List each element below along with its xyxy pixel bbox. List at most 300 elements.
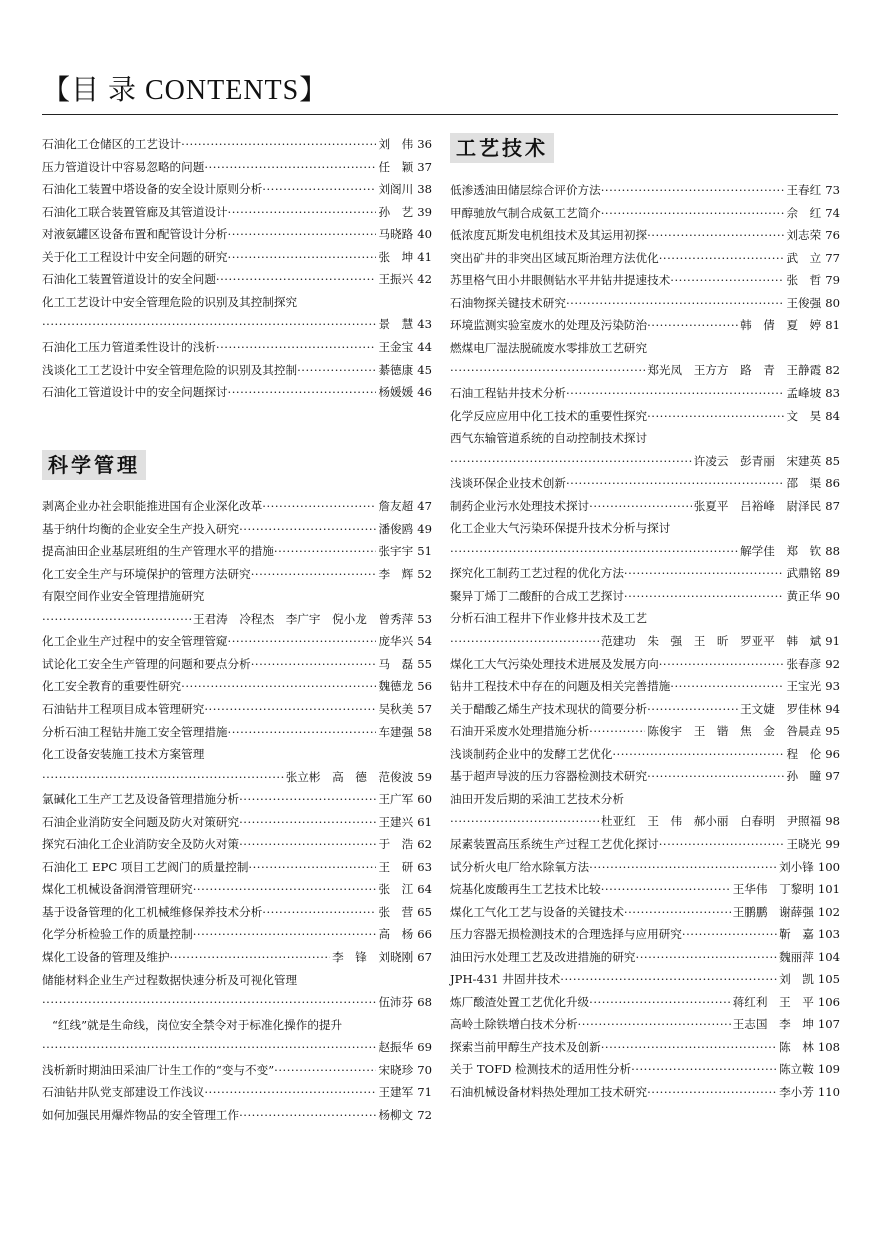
dot-leader (228, 382, 377, 402)
entry-title: 试论化工安全生产管理的问题和要点分析 (42, 656, 251, 671)
toc-entry-title-line[interactable] (450, 789, 840, 809)
entry-author: 刘小锋 (779, 859, 814, 874)
dot-leader (239, 789, 376, 809)
dot-leader (636, 947, 778, 967)
entry-author: 魏德龙 (378, 679, 414, 694)
entry-page: 110 (817, 1085, 840, 1099)
entry-author: 王 研 (378, 859, 414, 874)
toc-entry[interactable] (42, 247, 432, 267)
toc-entry[interactable] (42, 992, 432, 1012)
entry-page: 47 (417, 499, 432, 513)
entry-page: 84 (825, 408, 840, 423)
entry-author: 韩 倩 夏 婷 (740, 318, 822, 333)
dot-leader (670, 270, 784, 290)
entry-author: 王晓光 (786, 836, 822, 851)
dot-leader (450, 541, 738, 561)
dot-leader (624, 902, 731, 922)
entry-title: 环境监测实验室废水的处理及污染防治 (450, 318, 648, 333)
entry-page: 105 (817, 972, 840, 987)
toc-entry[interactable] (42, 202, 432, 222)
entry-page: 46 (417, 385, 432, 400)
entry-title: 燃煤电厂湿法脱硫废水零排放工艺研究 (450, 340, 648, 355)
entry-title: 聚异丁烯丁二酸酐的合成工艺探讨 (450, 588, 624, 603)
entry-author: 王振兴 (378, 272, 414, 287)
entry-author: 于 浩 (378, 837, 414, 852)
entry-title: 石油化工装置中塔设备的安全设计原则分析 (42, 182, 263, 197)
toc-entry[interactable] (42, 541, 432, 561)
toc-header: 【目 录 CONTENTS】 (42, 75, 329, 106)
dot-leader (297, 360, 376, 380)
dot-leader (601, 203, 785, 223)
entry-page: 65 (417, 904, 432, 919)
entry-page: 73 (825, 183, 840, 197)
dot-leader (647, 315, 738, 335)
entry-title: 氯碱化工生产工艺及设备管理措施分析 (42, 792, 240, 807)
toc-entry[interactable] (450, 406, 840, 426)
entry-author: 伍沛芬 (378, 995, 414, 1010)
dot-leader (450, 360, 645, 380)
entry-author: 赵振华 (378, 1040, 414, 1055)
entry-author: 王俊强 (786, 295, 822, 310)
entry-author: 王宝光 (786, 679, 822, 694)
entry-page: 62 (417, 837, 432, 852)
entry-title: 储能材料企业生产过程数据快速分析及可视化管理 (42, 972, 298, 987)
toc-entry[interactable] (42, 1060, 432, 1080)
toc-entry[interactable] (42, 519, 432, 539)
header-rule (42, 114, 838, 115)
entry-title: 分析石油工程钻井施工安全管理措施 (42, 724, 228, 739)
entry-title: 压力管道设计中容易忽略的问题 (42, 159, 205, 174)
toc-entry-title-line[interactable] (42, 744, 432, 764)
toc-entry[interactable] (450, 451, 840, 471)
toc-entry[interactable] (42, 179, 432, 199)
entry-author: 李 锋 刘晓刚 (332, 950, 414, 964)
dot-leader (566, 383, 784, 403)
entry-title: 低浓度瓦斯发电机组技术及其运用初探 (450, 228, 648, 243)
entry-page: 100 (817, 859, 840, 874)
entry-page: 54 (417, 634, 432, 649)
entry-page: 103 (817, 927, 840, 942)
entry-author: 孙 瞳 (786, 769, 822, 784)
toc-entry[interactable] (450, 744, 840, 764)
dot-leader (228, 224, 377, 244)
entry-title: 探究化工制药工艺过程的优化方法 (450, 566, 624, 581)
toc-entry[interactable] (450, 225, 840, 245)
dot-leader (216, 337, 377, 357)
entry-title: 炼厂酸渣处置工艺优化升级 (450, 994, 590, 1009)
dot-leader (450, 631, 599, 651)
toc-entry[interactable] (450, 1037, 840, 1057)
entry-title: 如何加强民用爆炸物品的安全管理工作 (42, 1107, 240, 1122)
toc-entry[interactable] (450, 1082, 840, 1102)
dot-leader (589, 496, 692, 516)
entry-page: 60 (417, 792, 432, 807)
entry-page: 81 (825, 318, 840, 333)
entry-title: 化学反应应用中化工技术的重要性探究 (450, 408, 648, 423)
dot-leader (228, 202, 377, 222)
toc-entry[interactable] (42, 722, 432, 742)
entry-author: 陈立鞍 (779, 1062, 814, 1077)
entry-title: 剥离企业办社会职能推进国有企业深化改革 (42, 499, 263, 513)
toc-entry[interactable] (450, 541, 840, 561)
toc-entry[interactable] (450, 203, 840, 223)
toc-entry[interactable] (42, 789, 432, 809)
toc-entry[interactable] (42, 699, 432, 719)
entry-author: 程 伦 (786, 746, 822, 761)
entry-author: 綦德康 (378, 362, 414, 377)
entry-page: 92 (825, 656, 840, 671)
entry-author: 张 坤 (378, 249, 414, 264)
entry-title: 钻井工程技术中存在的问题及相关完善措施 (450, 679, 671, 694)
entry-title: 制药企业污水处理技术探讨 (450, 498, 590, 513)
entry-author: 郑光凤 王方方 路 青 王静霞 (647, 363, 822, 378)
toc-entry[interactable] (42, 314, 432, 334)
dot-leader (248, 857, 376, 877)
entry-title: 石油化工管道设计中的安全问题探讨 (42, 385, 228, 400)
entry-page: 38 (417, 182, 432, 197)
entry-page: 69 (417, 1040, 432, 1055)
entry-title: 石油工程钻井技术分析 (450, 385, 566, 400)
toc-entry[interactable] (42, 134, 432, 154)
toc-entry[interactable] (450, 1059, 840, 1079)
entry-author: 李 辉 (378, 566, 414, 581)
entry-title: 石油机械设备材料热处理加工技术研究 (450, 1085, 648, 1099)
entry-author: 王广军 (378, 792, 414, 807)
toc-entry[interactable] (450, 270, 840, 290)
toc-entry[interactable] (42, 337, 432, 357)
toc-entry[interactable] (450, 586, 840, 606)
entry-author: 魏丽萍 (779, 949, 814, 964)
entry-title: 关于化工工程设计中安全问题的研究 (42, 249, 228, 264)
toc-entry[interactable] (450, 924, 840, 944)
dot-leader (42, 992, 376, 1012)
entry-author: 张宇宇 (378, 544, 414, 559)
toc-entry[interactable] (450, 293, 840, 313)
entry-title: 探索当前甲醇生产技术及创新 (450, 1039, 601, 1054)
entry-author: 王志国 李 坤 (732, 1017, 814, 1032)
toc-entry[interactable] (450, 676, 840, 696)
toc-entry[interactable] (42, 879, 432, 899)
entry-author: 王君涛 冷程杰 李广宇 倪小龙 曾秀萍 (192, 611, 414, 626)
entry-author: 邵 渠 (786, 476, 822, 491)
entry-title: 石油化工压力管道柔性设计的浅析 (42, 339, 216, 354)
toc-entry[interactable] (42, 676, 432, 696)
section-heading: 工艺技术 (450, 133, 554, 163)
entry-author: 张立彬 高 德 范俊波 (285, 769, 414, 784)
dot-leader (647, 1082, 777, 1102)
toc-entry[interactable] (42, 947, 432, 967)
entry-title: 尿素装置高压系统生产过程工艺优化探讨 (450, 836, 659, 851)
entry-author: 武鼎铭 (786, 566, 822, 581)
entry-author: 杨柳文 (378, 1107, 414, 1122)
toc-entry[interactable] (42, 631, 432, 651)
entry-page: 101 (817, 882, 840, 897)
entry-page: 74 (825, 205, 840, 220)
toc-entry[interactable] (450, 473, 840, 493)
entry-page: 108 (817, 1039, 840, 1054)
entry-author: 潘俊鸥 (378, 521, 414, 536)
dot-leader (228, 722, 377, 742)
entry-author: 孙 艺 (378, 204, 414, 219)
dot-leader (42, 767, 284, 787)
entry-author: 刘 伟 (378, 137, 414, 151)
dot-leader (239, 1105, 376, 1125)
dot-leader (204, 157, 376, 177)
dot-leader (589, 857, 777, 877)
entry-author: 佘 红 (786, 205, 822, 220)
dot-leader (560, 969, 777, 989)
entry-title: 高岭土除铁增白技术分析 (450, 1017, 578, 1032)
entry-author: 詹友超 (378, 499, 414, 513)
entry-title: 油田污水处理工艺及改进措施的研究 (450, 949, 636, 964)
entry-title: 有限空间作业安全管理措施研究 (42, 589, 205, 604)
entry-title: 石油化工联合装置管廊及其管道设计 (42, 204, 228, 219)
entry-page: 59 (417, 769, 432, 784)
entry-author: 任 颖 (378, 159, 414, 174)
toc-entry[interactable] (42, 564, 432, 584)
dot-leader (204, 699, 376, 719)
entry-page: 83 (825, 385, 840, 400)
toc-entry-title-line[interactable] (450, 428, 840, 448)
entry-page: 99 (825, 836, 840, 851)
entry-title: 基于纳什均衡的企业安全生产投入研究 (42, 521, 240, 536)
entry-author: 高 杨 (378, 927, 414, 942)
dot-leader (647, 225, 784, 245)
entry-page: 96 (825, 746, 840, 761)
entry-title: 石油钻井队党支部建设工作浅议 (42, 1085, 205, 1100)
entry-title: 低渗透油田储层综合评价方法 (450, 183, 601, 197)
dot-leader (42, 609, 191, 629)
entry-page: 72 (417, 1107, 432, 1122)
entry-page: 44 (417, 339, 432, 354)
entry-page: 90 (825, 588, 840, 603)
entry-title: 化工企业生产过程中的安全管理管窥 (42, 634, 228, 649)
toc-entry[interactable] (42, 1082, 432, 1102)
toc-entry-title-line[interactable] (450, 518, 840, 538)
dot-leader (251, 564, 377, 584)
entry-author: 黄正华 (786, 588, 822, 603)
entry-author: 许凌云 彭青丽 宋建英 (693, 453, 822, 468)
entry-page: 102 (817, 904, 840, 919)
toc-entry-title-line[interactable] (450, 338, 840, 358)
entry-page: 89 (825, 566, 840, 581)
entry-title: 浅析新时期油田采油厂计生工作的“变与不变” (42, 1062, 275, 1077)
dot-leader (670, 676, 784, 696)
toc-entry[interactable] (42, 857, 432, 877)
toc-entry[interactable] (450, 811, 840, 831)
entry-author: 王华伟 丁黎明 (732, 882, 814, 897)
toc-entry[interactable] (450, 834, 840, 854)
dot-leader (274, 1060, 376, 1080)
entry-title: 煤化工大气污染处理技术进展及发展方向 (450, 656, 659, 671)
toc-entry[interactable] (450, 383, 840, 403)
toc-entry[interactable] (42, 924, 432, 944)
entry-title: 西气东输管道系统的自动控制技术探讨 (450, 431, 648, 446)
toc-entry[interactable] (450, 947, 840, 967)
toc-entry-title-line[interactable] (42, 292, 432, 312)
dot-leader (239, 519, 376, 539)
dot-leader (450, 451, 692, 471)
entry-author: 张 营 (378, 904, 414, 919)
entry-title: 化工安全教育的重要性研究 (42, 679, 182, 694)
dot-leader (566, 293, 784, 313)
toc-entry-title-line[interactable] (42, 1015, 432, 1035)
dot-leader (601, 879, 731, 899)
entry-author: 文 昊 (786, 408, 822, 423)
dot-leader (251, 654, 377, 674)
entry-author: 陈 林 (779, 1039, 814, 1054)
entry-page: 98 (825, 814, 840, 829)
entry-author: 解学佳 郑 钦 (740, 543, 822, 558)
entry-page: 93 (825, 679, 840, 694)
toc-entry[interactable] (42, 1037, 432, 1057)
toc-entry[interactable] (42, 654, 432, 674)
dot-leader (262, 179, 376, 199)
entry-title: “红线”就是生命线，岗位安全禁令对于标准化操作的提升 (52, 1017, 343, 1032)
dot-leader (262, 496, 376, 516)
entry-page: 71 (417, 1085, 432, 1100)
entry-title: 石油企业消防安全问题及防火对策研究 (42, 814, 240, 829)
entry-title: 探究石油化工企业消防安全及防火对策 (42, 837, 240, 852)
entry-page: 41 (417, 249, 432, 264)
entry-page: 43 (417, 317, 432, 332)
entry-title: 基于设备管理的化工机械维修保养技术分析 (42, 904, 263, 919)
entry-page: 39 (417, 204, 432, 219)
dot-leader (589, 992, 731, 1012)
entry-page: 79 (825, 273, 840, 288)
dot-leader (589, 721, 645, 741)
entry-author: 张春彦 (786, 656, 822, 671)
dot-leader (624, 563, 785, 583)
entry-page: 88 (825, 543, 840, 558)
entry-author: 刘阁川 (378, 182, 414, 197)
toc-entry[interactable] (450, 902, 840, 922)
toc-entry[interactable] (450, 1014, 840, 1034)
entry-author: 王文婕 罗佳林 (740, 701, 822, 716)
entry-page: 42 (417, 272, 432, 287)
section-heading: 科学管理 (42, 450, 146, 480)
toc-entry[interactable] (42, 1105, 432, 1125)
toc-entry[interactable] (450, 857, 840, 877)
entry-page: 91 (825, 634, 840, 648)
toc-entry-title-line[interactable] (450, 608, 840, 628)
dot-leader (631, 1059, 777, 1079)
entry-title: 石油开采废水处理措施分析 (450, 724, 590, 739)
entry-title: JPH-431 井固井技术 (450, 972, 561, 987)
toc-entry[interactable] (42, 224, 432, 244)
toc-entry-title-line[interactable] (42, 970, 432, 990)
dot-leader (170, 947, 331, 967)
toc-entry[interactable] (450, 969, 840, 989)
toc-entry[interactable] (42, 157, 432, 177)
dot-leader (193, 924, 377, 944)
dot-leader (659, 654, 785, 674)
entry-page: 56 (417, 679, 432, 694)
dot-leader (624, 586, 785, 606)
dot-leader (228, 247, 377, 267)
entry-title: 石油化工 EPC 项目工艺阀门的质量控制 (42, 859, 249, 874)
entry-title: 煤化工气化工艺与设备的关键技术 (450, 904, 624, 919)
toc-entry[interactable] (450, 654, 840, 674)
toc-entry[interactable] (42, 382, 432, 402)
toc-entry-title-line[interactable] (42, 586, 432, 606)
entry-title: 对液氨罐区设备布置和配管设计分析 (42, 227, 228, 242)
toc-entry[interactable] (450, 180, 840, 200)
toc-entry[interactable] (42, 767, 432, 787)
entry-page: 106 (817, 994, 840, 1009)
toc-entry[interactable] (450, 631, 840, 651)
entry-page: 85 (825, 453, 840, 468)
dot-leader (181, 134, 376, 154)
dot-leader (601, 180, 785, 200)
entry-author: 吴秋美 (378, 701, 414, 716)
toc-entry[interactable] (450, 699, 840, 719)
entry-page: 68 (417, 995, 432, 1010)
toc-entry[interactable] (42, 834, 432, 854)
entry-author: 孟峰坡 (786, 385, 822, 400)
entry-author: 刘 凯 (779, 972, 814, 987)
entry-author: 杜亚红 王 伟 郝小丽 白春明 尹照福 (600, 814, 822, 829)
dot-leader (262, 902, 376, 922)
toc-entry[interactable] (450, 315, 840, 335)
entry-title: 化工设备安装施工技术方案管理 (42, 747, 205, 762)
toc-entry[interactable] (450, 879, 840, 899)
entry-author: 武 立 (786, 250, 822, 265)
entry-title: 烷基化废酸再生工艺技术比较 (450, 882, 601, 897)
toc-entry[interactable] (42, 360, 432, 380)
entry-title: 石油物探关键技术研究 (450, 295, 566, 310)
entry-title: 分析石油工程井下作业修井技术及工艺 (450, 611, 648, 626)
toc-entry[interactable] (450, 496, 840, 516)
entry-title: 油田开发后期的采油工艺技术分析 (450, 791, 624, 806)
entry-author: 杨媛媛 (378, 385, 414, 400)
entry-author: 张夏平 吕裕峰 尉泽民 (693, 498, 822, 513)
entry-page: 86 (825, 476, 840, 491)
dot-leader (239, 834, 376, 854)
dot-leader (181, 676, 376, 696)
entry-title: 石油化工装置管道设计的安全问题 (42, 272, 216, 287)
entry-page: 95 (825, 724, 840, 739)
entry-page: 61 (417, 814, 432, 829)
entry-title: 基于超声导波的压力容器检测技术研究 (450, 769, 648, 784)
entry-title: 化工企业大气污染环保提升技术分析与探讨 (450, 521, 671, 536)
toc-entry[interactable] (450, 248, 840, 268)
toc-entry[interactable] (42, 902, 432, 922)
entry-author: 马 磊 (378, 656, 414, 671)
entry-title: 苏里格气田小井眼侧钻水平井钻井提速技术 (450, 273, 671, 288)
dot-leader (42, 314, 376, 334)
toc-entry[interactable] (42, 609, 432, 629)
entry-author: 王鹏鹏 谢薛强 (732, 904, 814, 919)
entry-author: 王建兴 (378, 814, 414, 829)
entry-author: 张 江 (378, 882, 414, 897)
entry-title: 石油化工仓储区的工艺设计 (42, 137, 182, 151)
toc-entry[interactable] (450, 360, 840, 380)
entry-title: 化工工艺设计中安全管理危险的识别及其控制探究 (42, 294, 298, 309)
dot-leader (659, 834, 785, 854)
toc-entry[interactable] (42, 496, 432, 516)
toc-entry[interactable] (450, 766, 840, 786)
toc-entry[interactable] (450, 992, 840, 1012)
entry-page: 64 (417, 882, 432, 897)
toc-entry[interactable] (42, 269, 432, 289)
toc-entry[interactable] (42, 812, 432, 832)
entry-page: 70 (417, 1062, 432, 1077)
toc-entry[interactable] (450, 721, 840, 741)
entry-page: 94 (825, 701, 840, 716)
dot-leader (647, 406, 784, 426)
toc-entry[interactable] (450, 563, 840, 583)
